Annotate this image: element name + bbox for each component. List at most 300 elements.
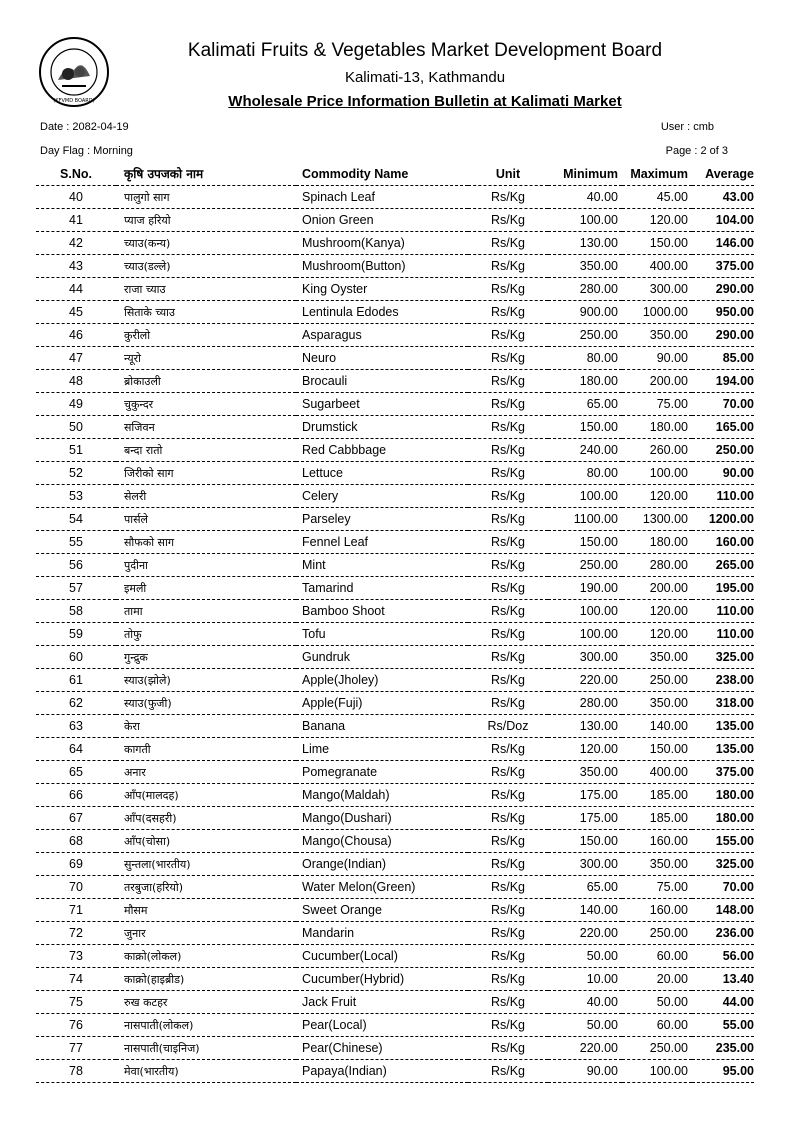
cell-minimum: 80.00 — [548, 347, 622, 370]
header-unit: Unit — [468, 162, 548, 186]
cell-minimum: 300.00 — [548, 853, 622, 876]
cell-average: 375.00 — [692, 761, 754, 784]
cell-nepali-name: जिरीको साग — [116, 462, 296, 485]
cell-commodity-name: Asparagus — [296, 324, 468, 347]
cell-average: 160.00 — [692, 531, 754, 554]
board-address: Kalimati-13, Kathmandu — [344, 69, 506, 86]
cell-nepali-name: गुन्द्रुक — [116, 646, 296, 669]
cell-minimum: 100.00 — [548, 485, 622, 508]
report-user: User : cmb — [660, 121, 714, 133]
cell-nepali-name: स्याउ(झोले) — [116, 669, 296, 692]
cell-sno: 63 — [36, 715, 116, 738]
cell-commodity-name: Mushroom(Kanya) — [296, 232, 468, 255]
cell-sno: 68 — [36, 830, 116, 853]
cell-sno: 46 — [36, 324, 116, 347]
cell-minimum: 1100.00 — [548, 508, 622, 531]
cell-maximum: 150.00 — [622, 232, 692, 255]
table-row — [36, 370, 754, 393]
cell-maximum: 400.00 — [622, 255, 692, 278]
cell-maximum: 20.00 — [622, 968, 692, 991]
cell-nepali-name: मौसम — [116, 899, 296, 922]
cell-maximum: 200.00 — [622, 577, 692, 600]
cell-sno: 53 — [36, 485, 116, 508]
table-row — [36, 232, 754, 255]
cell-sno: 52 — [36, 462, 116, 485]
table-row — [36, 692, 754, 715]
cell-commodity-name: Apple(Fuji) — [296, 692, 468, 715]
cell-commodity-name: Mango(Maldah) — [296, 784, 468, 807]
cell-maximum: 260.00 — [622, 439, 692, 462]
cell-minimum: 10.00 — [548, 968, 622, 991]
cell-unit: Rs/Kg — [468, 232, 548, 255]
cell-unit: Rs/Kg — [468, 830, 548, 853]
cell-commodity-name: Water Melon(Green) — [296, 876, 468, 899]
cell-commodity-name: Orange(Indian) — [296, 853, 468, 876]
cell-minimum: 140.00 — [548, 899, 622, 922]
cell-sno: 61 — [36, 669, 116, 692]
cell-minimum: 220.00 — [548, 669, 622, 692]
cell-average: 90.00 — [692, 462, 754, 485]
cell-sno: 67 — [36, 807, 116, 830]
cell-minimum: 50.00 — [548, 945, 622, 968]
cell-average: 265.00 — [692, 554, 754, 577]
table-row — [36, 600, 754, 623]
cell-unit: Rs/Kg — [468, 393, 548, 416]
board-title: Kalimati Fruits & Vegetables Market Development Board — [187, 40, 663, 61]
cell-average: 236.00 — [692, 922, 754, 945]
cell-sno: 51 — [36, 439, 116, 462]
cell-maximum: 185.00 — [622, 784, 692, 807]
cell-maximum: 350.00 — [622, 324, 692, 347]
cell-average: 110.00 — [692, 485, 754, 508]
cell-commodity-name: Pear(Local) — [296, 1014, 468, 1037]
cell-minimum: 150.00 — [548, 531, 622, 554]
cell-unit: Rs/Kg — [468, 531, 548, 554]
cell-minimum: 130.00 — [548, 232, 622, 255]
cell-nepali-name: पालुगो साग — [116, 186, 296, 209]
cell-maximum: 75.00 — [622, 876, 692, 899]
cell-unit: Rs/Doz — [468, 715, 548, 738]
cell-commodity-name: King Oyster — [296, 278, 468, 301]
cell-sno: 72 — [36, 922, 116, 945]
price-table — [36, 162, 754, 1083]
cell-commodity-name: Parseley — [296, 508, 468, 531]
cell-commodity-name: Lime — [296, 738, 468, 761]
cell-unit: Rs/Kg — [468, 1060, 548, 1083]
cell-minimum: 65.00 — [548, 876, 622, 899]
cell-sno: 57 — [36, 577, 116, 600]
cell-average: 110.00 — [692, 600, 754, 623]
cell-average: 290.00 — [692, 278, 754, 301]
cell-sno: 41 — [36, 209, 116, 232]
cell-unit: Rs/Kg — [468, 784, 548, 807]
cell-average: 70.00 — [692, 393, 754, 416]
cell-nepali-name: सुन्तला(भारतीय) — [116, 853, 296, 876]
cell-sno: 44 — [36, 278, 116, 301]
cell-minimum: 65.00 — [548, 393, 622, 416]
cell-unit: Rs/Kg — [468, 462, 548, 485]
cell-minimum: 280.00 — [548, 692, 622, 715]
header-maximum: Maximum — [622, 162, 692, 186]
table-row — [36, 738, 754, 761]
cell-commodity-name: Cucumber(Local) — [296, 945, 468, 968]
cell-sno: 65 — [36, 761, 116, 784]
table-row — [36, 439, 754, 462]
cell-unit: Rs/Kg — [468, 209, 548, 232]
table-row — [36, 784, 754, 807]
cell-unit: Rs/Kg — [468, 761, 548, 784]
cell-average: 238.00 — [692, 669, 754, 692]
cell-nepali-name: सजिवन — [116, 416, 296, 439]
cell-maximum: 60.00 — [622, 1014, 692, 1037]
cell-nepali-name: तोफु — [116, 623, 296, 646]
cell-minimum: 80.00 — [548, 462, 622, 485]
table-row — [36, 209, 754, 232]
table-row — [36, 807, 754, 830]
cell-average: 375.00 — [692, 255, 754, 278]
header-nepali-name: कृषि उपजको नाम — [116, 162, 296, 186]
table-row — [36, 830, 754, 853]
cell-average: 165.00 — [692, 416, 754, 439]
table-row — [36, 577, 754, 600]
cell-sno: 42 — [36, 232, 116, 255]
table-row — [36, 485, 754, 508]
cell-commodity-name: Bamboo Shoot — [296, 600, 468, 623]
cell-sno: 62 — [36, 692, 116, 715]
cell-maximum: 160.00 — [622, 899, 692, 922]
table-row — [36, 623, 754, 646]
cell-maximum: 120.00 — [622, 209, 692, 232]
cell-minimum: 40.00 — [548, 991, 622, 1014]
cell-commodity-name: Fennel Leaf — [296, 531, 468, 554]
cell-average: 55.00 — [692, 1014, 754, 1037]
cell-commodity-name: Pear(Chinese) — [296, 1037, 468, 1060]
cell-commodity-name: Pomegranate — [296, 761, 468, 784]
cell-sno: 58 — [36, 600, 116, 623]
cell-commodity-name: Brocauli — [296, 370, 468, 393]
cell-sno: 66 — [36, 784, 116, 807]
cell-nepali-name: अनार — [116, 761, 296, 784]
cell-nepali-name: सिताके च्याउ — [116, 301, 296, 324]
cell-commodity-name: Sugarbeet — [296, 393, 468, 416]
cell-maximum: 400.00 — [622, 761, 692, 784]
cell-average: 180.00 — [692, 807, 754, 830]
cell-unit: Rs/Kg — [468, 255, 548, 278]
table-row — [36, 1037, 754, 1060]
cell-minimum: 90.00 — [548, 1060, 622, 1083]
cell-maximum: 200.00 — [622, 370, 692, 393]
cell-average: 290.00 — [692, 324, 754, 347]
cell-unit: Rs/Kg — [468, 186, 548, 209]
cell-minimum: 100.00 — [548, 623, 622, 646]
table-row — [36, 761, 754, 784]
cell-minimum: 100.00 — [548, 600, 622, 623]
cell-commodity-name: Mandarin — [296, 922, 468, 945]
cell-unit: Rs/Kg — [468, 577, 548, 600]
cell-nepali-name: काक्रो(हाइब्रीड) — [116, 968, 296, 991]
cell-maximum: 75.00 — [622, 393, 692, 416]
cell-minimum: 100.00 — [548, 209, 622, 232]
cell-unit: Rs/Kg — [468, 899, 548, 922]
cell-average: 250.00 — [692, 439, 754, 462]
cell-average: 85.00 — [692, 347, 754, 370]
cell-minimum: 240.00 — [548, 439, 622, 462]
cell-commodity-name: Drumstick — [296, 416, 468, 439]
cell-unit: Rs/Kg — [468, 738, 548, 761]
cell-average: 104.00 — [692, 209, 754, 232]
svg-text:(KFVMD BOARD): (KFVMD BOARD) — [53, 98, 95, 104]
cell-average: 235.00 — [692, 1037, 754, 1060]
cell-commodity-name: Lentinula Edodes — [296, 301, 468, 324]
cell-commodity-name: Red Cabbbage — [296, 439, 468, 462]
cell-maximum: 120.00 — [622, 485, 692, 508]
cell-commodity-name: Spinach Leaf — [296, 186, 468, 209]
cell-minimum: 250.00 — [548, 324, 622, 347]
table-row — [36, 255, 754, 278]
cell-unit: Rs/Kg — [468, 922, 548, 945]
cell-unit: Rs/Kg — [468, 485, 548, 508]
table-row — [36, 301, 754, 324]
cell-nepali-name: बन्दा रातो — [116, 439, 296, 462]
cell-maximum: 185.00 — [622, 807, 692, 830]
cell-maximum: 250.00 — [622, 922, 692, 945]
table-row — [36, 1060, 754, 1083]
cell-average: 135.00 — [692, 738, 754, 761]
cell-average: 180.00 — [692, 784, 754, 807]
table-row — [36, 715, 754, 738]
cell-sno: 74 — [36, 968, 116, 991]
table-row — [36, 922, 754, 945]
cell-sno: 45 — [36, 301, 116, 324]
header-commodity-name: Commodity Name — [296, 162, 468, 186]
bulletin-title: Wholesale Price Information Bulletin at Kalimati Market — [228, 93, 622, 110]
cell-nepali-name: राजा च्याउ — [116, 278, 296, 301]
cell-unit: Rs/Kg — [468, 991, 548, 1014]
cell-minimum: 350.00 — [548, 761, 622, 784]
cell-nepali-name: कागती — [116, 738, 296, 761]
cell-sno: 60 — [36, 646, 116, 669]
cell-sno: 48 — [36, 370, 116, 393]
cell-maximum: 350.00 — [622, 646, 692, 669]
cell-sno: 78 — [36, 1060, 116, 1083]
cell-average: 155.00 — [692, 830, 754, 853]
header-sno: S.No. — [36, 162, 116, 186]
cell-maximum: 45.00 — [622, 186, 692, 209]
cell-unit: Rs/Kg — [468, 623, 548, 646]
cell-minimum: 300.00 — [548, 646, 622, 669]
cell-minimum: 220.00 — [548, 922, 622, 945]
cell-unit: Rs/Kg — [468, 853, 548, 876]
table-row — [36, 853, 754, 876]
table-row — [36, 646, 754, 669]
cell-average: 95.00 — [692, 1060, 754, 1083]
day-flag: Day Flag : Morning — [40, 145, 133, 157]
cell-minimum: 120.00 — [548, 738, 622, 761]
cell-average: 194.00 — [692, 370, 754, 393]
cell-commodity-name: Gundruk — [296, 646, 468, 669]
cell-minimum: 350.00 — [548, 255, 622, 278]
table-row — [36, 876, 754, 899]
cell-nepali-name: च्याउ(डल्ले) — [116, 255, 296, 278]
cell-minimum: 250.00 — [548, 554, 622, 577]
cell-unit: Rs/Kg — [468, 807, 548, 830]
cell-commodity-name: Lettuce — [296, 462, 468, 485]
cell-nepali-name: चुकुन्दर — [116, 393, 296, 416]
cell-sno: 76 — [36, 1014, 116, 1037]
cell-commodity-name: Apple(Jholey) — [296, 669, 468, 692]
cell-average: 950.00 — [692, 301, 754, 324]
cell-commodity-name: Onion Green — [296, 209, 468, 232]
cell-nepali-name: केरा — [116, 715, 296, 738]
cell-maximum: 140.00 — [622, 715, 692, 738]
cell-maximum: 180.00 — [622, 531, 692, 554]
cell-nepali-name: प्याज हरियो — [116, 209, 296, 232]
cell-nepali-name: आँप(मालदह) — [116, 784, 296, 807]
table-row — [36, 991, 754, 1014]
cell-unit: Rs/Kg — [468, 968, 548, 991]
cell-sno: 75 — [36, 991, 116, 1014]
cell-nepali-name: तरबुजा(हरियो) — [116, 876, 296, 899]
cell-minimum: 130.00 — [548, 715, 622, 738]
cell-sno: 50 — [36, 416, 116, 439]
cell-sno: 59 — [36, 623, 116, 646]
cell-unit: Rs/Kg — [468, 278, 548, 301]
cell-maximum: 150.00 — [622, 738, 692, 761]
cell-minimum: 220.00 — [548, 1037, 622, 1060]
cell-commodity-name: Cucumber(Hybrid) — [296, 968, 468, 991]
cell-average: 43.00 — [692, 186, 754, 209]
cell-nepali-name: न्यूरो — [116, 347, 296, 370]
cell-nepali-name: स्याउ(फुजी) — [116, 692, 296, 715]
cell-average: 195.00 — [692, 577, 754, 600]
table-row — [36, 393, 754, 416]
cell-commodity-name: Mushroom(Button) — [296, 255, 468, 278]
table-header-row — [36, 162, 754, 186]
cell-nepali-name: ब्रोकाउली — [116, 370, 296, 393]
cell-unit: Rs/Kg — [468, 554, 548, 577]
cell-maximum: 120.00 — [622, 623, 692, 646]
cell-maximum: 180.00 — [622, 416, 692, 439]
cell-sno: 47 — [36, 347, 116, 370]
cell-minimum: 50.00 — [548, 1014, 622, 1037]
cell-minimum: 150.00 — [548, 416, 622, 439]
cell-maximum: 160.00 — [622, 830, 692, 853]
table-row — [36, 669, 754, 692]
cell-commodity-name: Papaya(Indian) — [296, 1060, 468, 1083]
cell-average: 325.00 — [692, 853, 754, 876]
cell-unit: Rs/Kg — [468, 508, 548, 531]
table-row — [36, 1014, 754, 1037]
cell-nepali-name: इमली — [116, 577, 296, 600]
cell-unit: Rs/Kg — [468, 945, 548, 968]
cell-maximum: 250.00 — [622, 669, 692, 692]
cell-unit: Rs/Kg — [468, 439, 548, 462]
header-minimum: Minimum — [548, 162, 622, 186]
cell-average: 56.00 — [692, 945, 754, 968]
table-row — [36, 968, 754, 991]
cell-sno: 64 — [36, 738, 116, 761]
cell-average: 110.00 — [692, 623, 754, 646]
cell-nepali-name: आँप(दसहरी) — [116, 807, 296, 830]
cell-maximum: 250.00 — [622, 1037, 692, 1060]
cell-average: 318.00 — [692, 692, 754, 715]
report-date: Date : 2082-04-19 — [40, 121, 129, 133]
cell-sno: 69 — [36, 853, 116, 876]
cell-minimum: 190.00 — [548, 577, 622, 600]
cell-nepali-name: च्याउ(कन्य) — [116, 232, 296, 255]
cell-commodity-name: Neuro — [296, 347, 468, 370]
cell-commodity-name: Tamarind — [296, 577, 468, 600]
cell-commodity-name: Mango(Dushari) — [296, 807, 468, 830]
cell-sno: 56 — [36, 554, 116, 577]
cell-sno: 49 — [36, 393, 116, 416]
cell-unit: Rs/Kg — [468, 416, 548, 439]
table-row — [36, 945, 754, 968]
cell-commodity-name: Mint — [296, 554, 468, 577]
cell-maximum: 300.00 — [622, 278, 692, 301]
cell-nepali-name: जुनार — [116, 922, 296, 945]
cell-commodity-name: Mango(Chousa) — [296, 830, 468, 853]
cell-maximum: 1300.00 — [622, 508, 692, 531]
cell-minimum: 40.00 — [548, 186, 622, 209]
table-row — [36, 531, 754, 554]
cell-maximum: 90.00 — [622, 347, 692, 370]
cell-nepali-name: आँप(चोसा) — [116, 830, 296, 853]
cell-commodity-name: Tofu — [296, 623, 468, 646]
cell-nepali-name: पुदीना — [116, 554, 296, 577]
cell-nepali-name: तामा — [116, 600, 296, 623]
cell-average: 325.00 — [692, 646, 754, 669]
cell-average: 70.00 — [692, 876, 754, 899]
board-logo-icon — [38, 36, 110, 108]
cell-sno: 70 — [36, 876, 116, 899]
table-row — [36, 347, 754, 370]
cell-unit: Rs/Kg — [468, 876, 548, 899]
cell-unit: Rs/Kg — [468, 669, 548, 692]
cell-unit: Rs/Kg — [468, 692, 548, 715]
cell-average: 13.40 — [692, 968, 754, 991]
table-row — [36, 899, 754, 922]
cell-sno: 55 — [36, 531, 116, 554]
table-row — [36, 186, 754, 209]
cell-maximum: 50.00 — [622, 991, 692, 1014]
cell-commodity-name: Banana — [296, 715, 468, 738]
cell-commodity-name: Celery — [296, 485, 468, 508]
table-row — [36, 324, 754, 347]
cell-average: 146.00 — [692, 232, 754, 255]
cell-unit: Rs/Kg — [468, 324, 548, 347]
cell-unit: Rs/Kg — [468, 1037, 548, 1060]
table-row — [36, 416, 754, 439]
cell-nepali-name: मेवा(भारतीय) — [116, 1060, 296, 1083]
cell-sno: 77 — [36, 1037, 116, 1060]
cell-maximum: 100.00 — [622, 462, 692, 485]
cell-nepali-name: सौफको साग — [116, 531, 296, 554]
cell-nepali-name: सेलरी — [116, 485, 296, 508]
cell-unit: Rs/Kg — [468, 1014, 548, 1037]
cell-maximum: 350.00 — [622, 692, 692, 715]
cell-unit: Rs/Kg — [468, 600, 548, 623]
table-row — [36, 278, 754, 301]
cell-maximum: 280.00 — [622, 554, 692, 577]
cell-nepali-name: रुख कटहर — [116, 991, 296, 1014]
cell-average: 44.00 — [692, 991, 754, 1014]
cell-sno: 73 — [36, 945, 116, 968]
cell-average: 135.00 — [692, 715, 754, 738]
cell-maximum: 1000.00 — [622, 301, 692, 324]
cell-maximum: 350.00 — [622, 853, 692, 876]
table-row — [36, 554, 754, 577]
